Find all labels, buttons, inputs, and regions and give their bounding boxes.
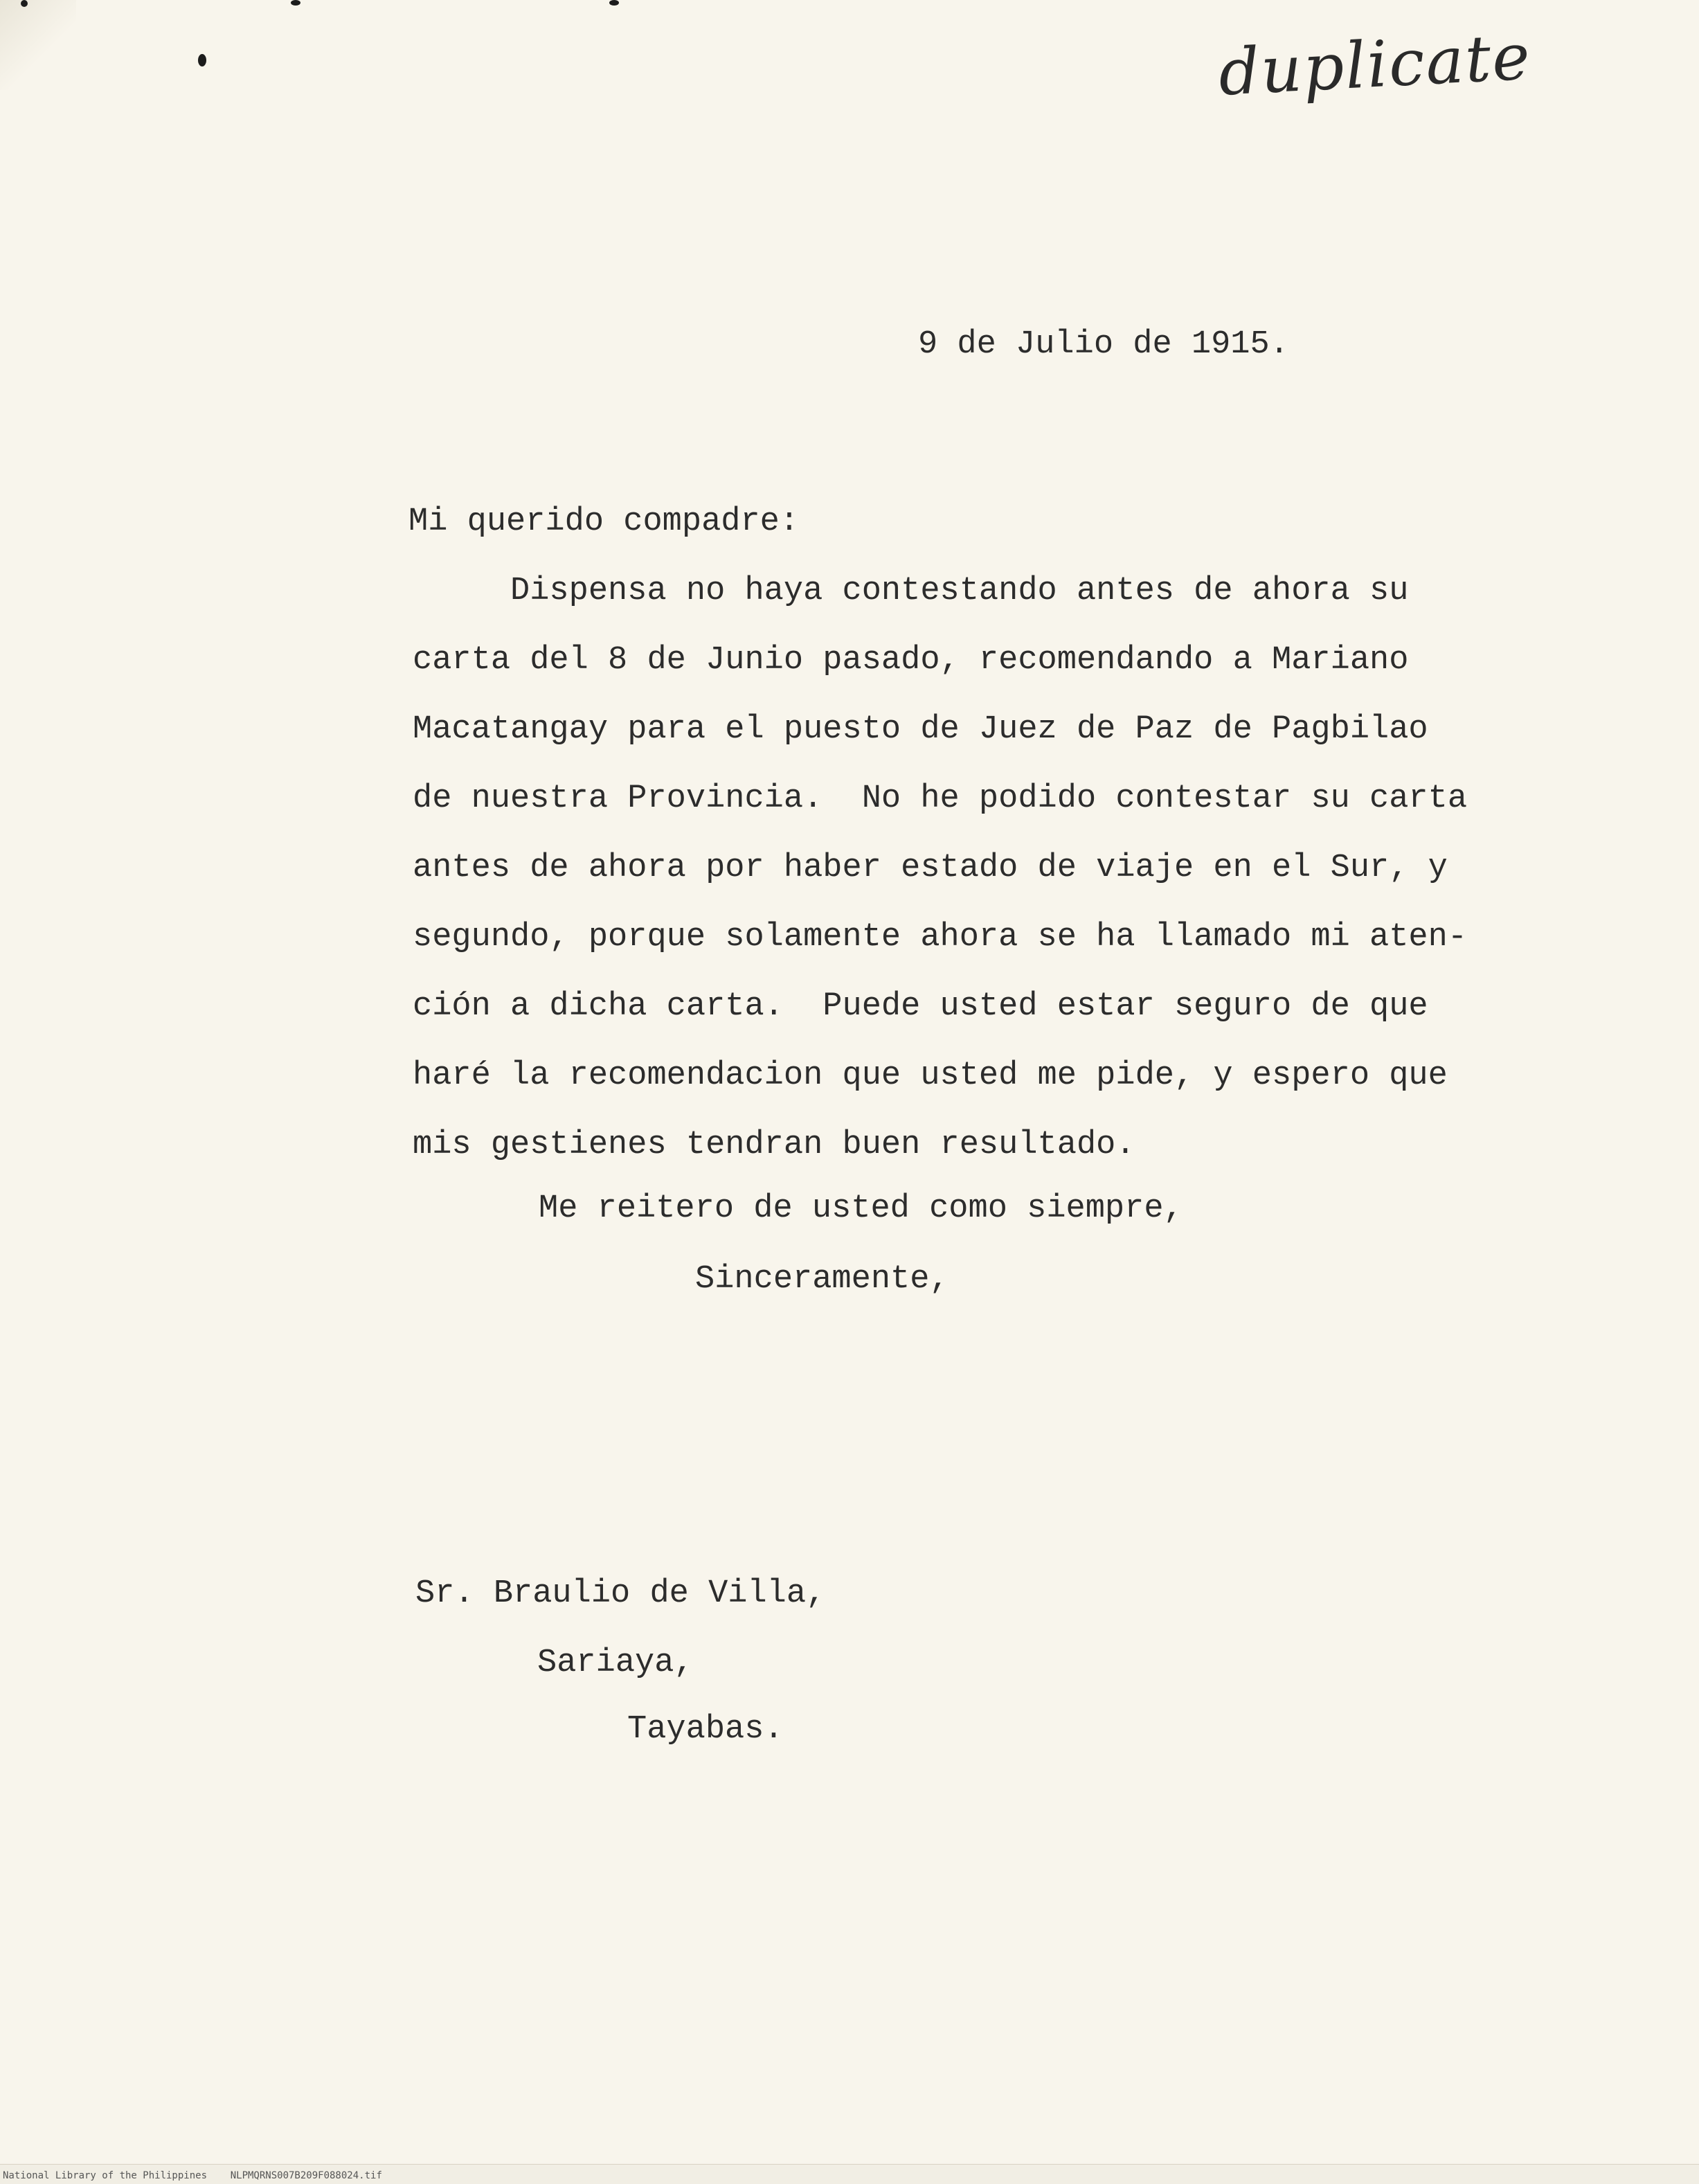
letter-date: 9 de Julio de 1915. [918,326,1289,363]
body-line: Dispensa no haya contestando antes de ahora su [413,573,1409,609]
body-line: Macatangay para el puesto de Juez de Paz de Pagbilao [413,711,1428,748]
body-line: antes de ahora por haber estado de viaje en el Sur, y [413,850,1448,886]
scan-footer-text: National Library of the Philippines NLPMQRNS007B209F088024.tif [3,2170,382,2181]
scan-footer [0,2164,1699,2184]
recipient-name: Sr. Braulio de Villa, [415,1575,826,1612]
ink-speck [609,0,619,6]
ink-speck [291,0,300,6]
body-line: ción a dicha carta. Puede usted estar seguro de que [413,988,1428,1025]
salutation: Mi querido compadre: [408,503,800,540]
ink-speck [198,54,206,66]
corner-fold [0,0,76,90]
handwritten-annotation: duplicate [1216,19,1534,110]
signoff: Sinceramente, [695,1261,949,1298]
recipient-province: Tayabas. [627,1711,784,1748]
body-line: de nuestra Provincia. No he podido contestar su carta [413,780,1468,817]
body-line: segundo, porque solamente ahora se ha llamado mi aten- [413,919,1468,956]
body-line: haré la recomendacion que usted me pide, y espero que [413,1057,1448,1094]
ink-speck [21,0,28,7]
body-line: mis gestienes tendran buen resultado. [413,1127,1135,1163]
body-line: carta del 8 de Junio pasado, recomendando a Mariano [413,642,1409,679]
recipient-town: Sariaya, [537,1645,694,1681]
closing-line: Me reitero de usted como siempre, [539,1190,1183,1227]
